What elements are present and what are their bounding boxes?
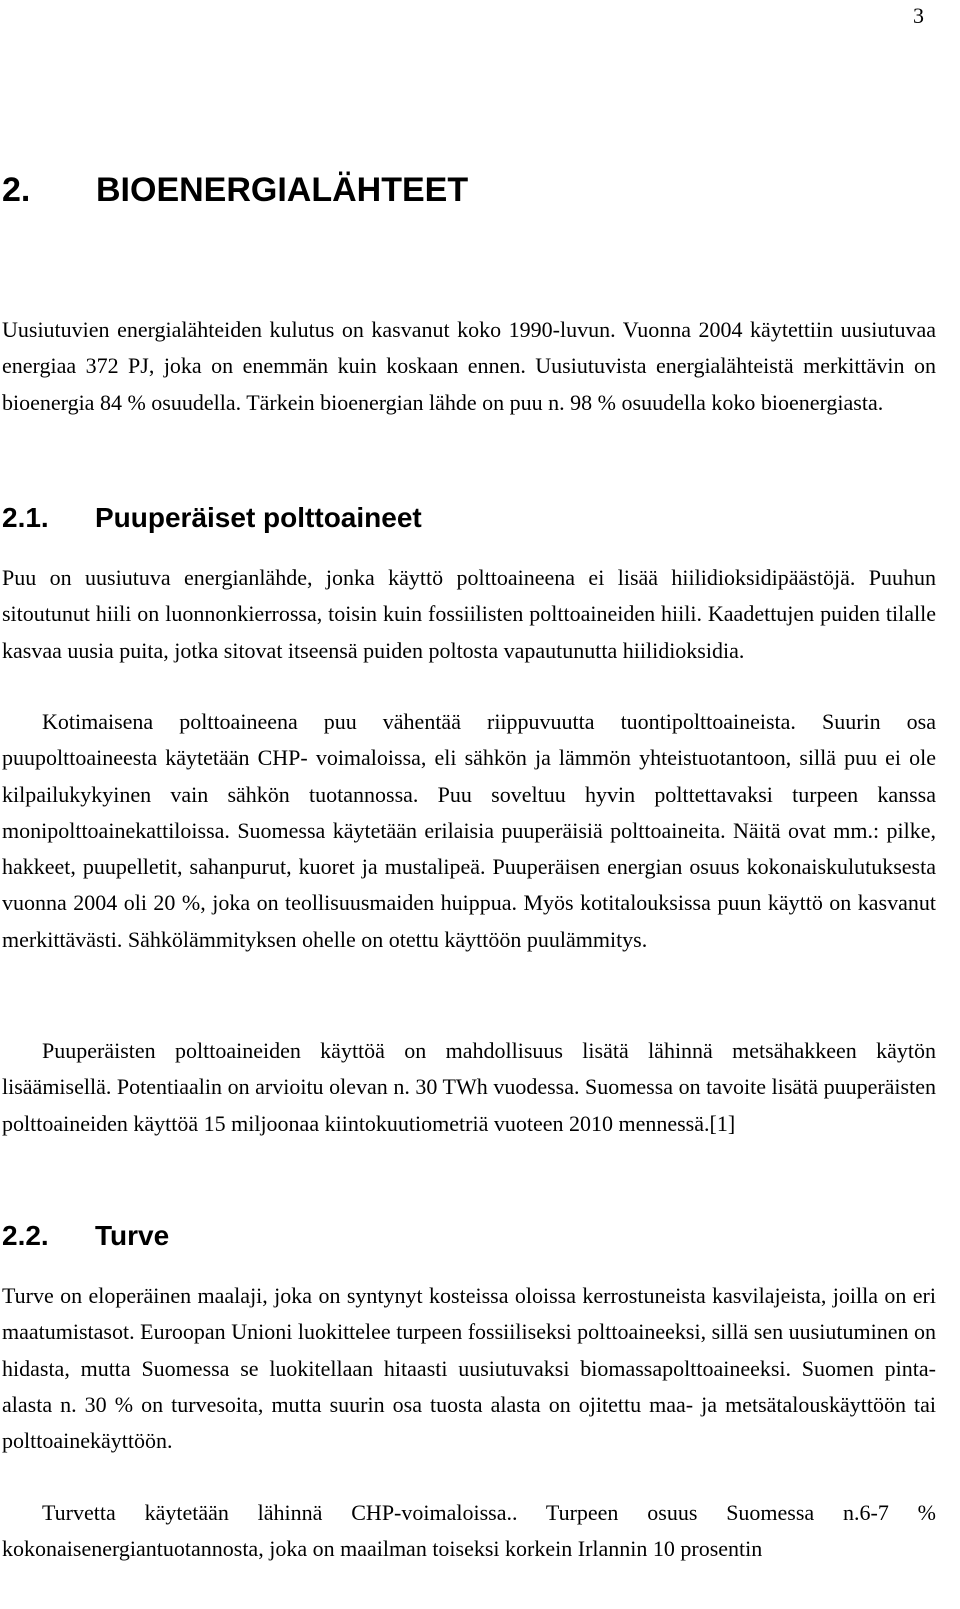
peat-paragraph-1: Turve on eloperäinen maalaji, joka on syntynyt kosteissa oloissa kerrostuneista kasvilajeista, joilla on eri maatumistasot. Euroopan Unioni luokittelee turpeen fossiiliseksi polttoaineeksi, sillä sen uusiutuminen on hidasta, mutta Suomessa se luokitellaan hitaasti uusiutuvaksi biomassapolttoaineeksi. Suomen pinta-alasta n. 30 % on turvesoita, mutta suurin osa tuosta alasta on ojitettu maa- ja metsätalouskäyttöön tai polttoainekäyttöön.	[2, 1283, 936, 1454]
wood-fuels-paragraph-3-text: Puuperäisten polttoaineiden käyttöä on mahdollisuus lisätä lähinnä metsähakkeen käytön lisäämisellä. Potentiaalin on arvioitu olevan n. 30 TWh vuodessa. Suomessa on tavoite lisätä puuperäisten polttoaineiden käyttöä 15 miljoonaa kiintokuutiometriä vuoteen 2010 mennessä.[1]	[2, 1038, 936, 1136]
wood-fuels-paragraph-2-first: Kotimaisena polttoaineena puu vähentää riippuvuutta tuontipolttoaineista. Suurin osa puupolttoaineesta käytetään CHP- voimaloissa, eli sähkön ja lämmön yhteistuotantoon, sillä puu ei ole kilpailukykyinen vain sähkön tuotannossa. Puu soveltuu hyvin polttettavaksi turpeen kanssa monipolttoainekattiloissa.	[2, 709, 936, 843]
page-number: 3	[913, 3, 924, 28]
section-number: 2.1.	[2, 502, 49, 533]
wood-fuels-paragraph-2	[2, 704, 936, 958]
section-title: Turve	[95, 1220, 170, 1251]
section-number: 2.2.	[2, 1220, 49, 1251]
peat-paragraph-2: Turvetta käytetään lähinnä CHP-voimaloissa.. Turpeen osuus Suomessa n.6-7 % kokonaisenergiantuotannosta, joka on maailman toiseksi korkein Irlannin 10 prosentin	[2, 1500, 936, 1562]
wood-fuels-paragraph-1: Puu on uusiutuva energianlähde, jonka käyttö polttoaineena ei lisää hiilidioksidipäästöjä. Puuhun sitoutunut hiili on luonnonkierrossa, toisin kuin fossiilisten polttoaineiden hiili. Kaadettujen puiden tilalle kasvaa uusia puita, jotka sitovat itseensä puiden poltosta vapautunutta hiilidioksidia.	[2, 565, 936, 663]
section-heading-peat	[2, 1218, 169, 1254]
chapter-number: 2.	[2, 171, 31, 209]
wood-fuels-paragraph-3	[2, 1033, 936, 1142]
chapter-heading	[2, 168, 468, 212]
section-heading-wood-fuels	[2, 500, 422, 536]
intro-paragraph: Uusiutuvien energialähteiden kulutus on kasvanut koko 1990-luvun. Vuonna 2004 käytettiin uusiutuvaa energiaa 372 PJ, joka on enemmän kuin koskaan ennen. Uusiutuvista energialähteistä merkittävin on bioenergia 84 % osuudella. Tärkein bioenergian lähde on puu n. 98 % osuudella koko bioenergiasta.	[2, 317, 936, 415]
section-title: Puuperäiset polttoaineet	[95, 502, 422, 533]
wood-fuels-paragraph-2-second: Suomessa käytetään erilaisia puuperäisiä polttoaineita. Näitä ovat mm.: pilke, hakkeet, puupelletit, sahanpurut, kuoret ja mustalipeä. Puuperäisen energian osuus kokonaiskulutuksesta vuonna 2004 oli 20 %, joka on teollisuusmaiden huippua. Myös kotitalouksissa puun käyttö on kasvanut merkittävästi. Sähkölämmityksen ohelle on otettu käyttöön puulämmitys.	[2, 817, 937, 952]
chapter-title: BIOENERGIALÄHTEET	[96, 171, 469, 209]
